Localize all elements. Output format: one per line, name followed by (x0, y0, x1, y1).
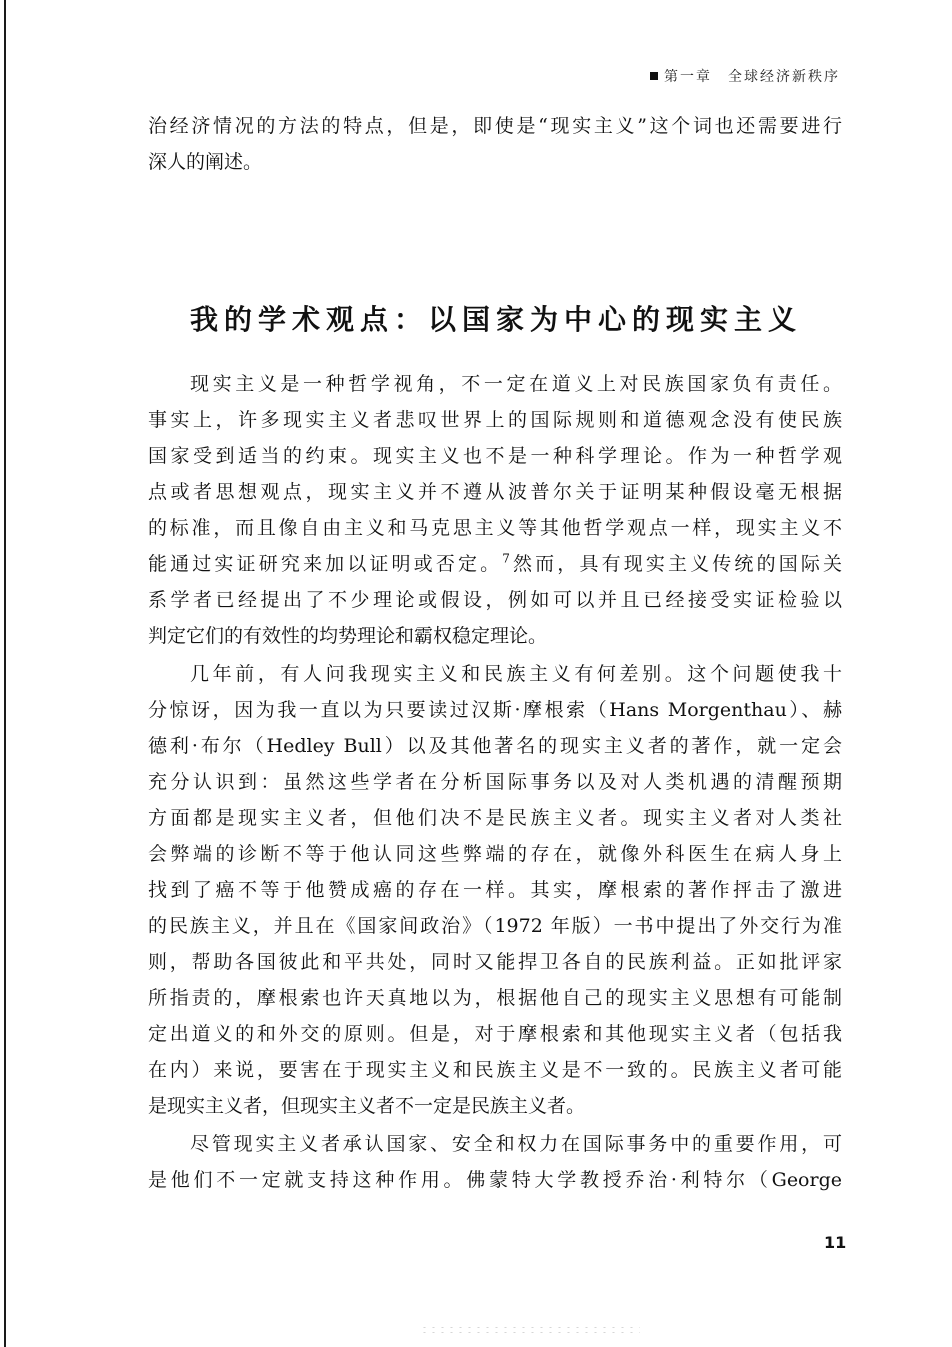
text-line: 现实主义是一种哲学视角，不一定在道义上对民族国家负有责任。 (190, 373, 842, 395)
text-line: 所指责的，摩根索也许天真地以为，根据他自己的现实主义思想有可能制 (148, 987, 842, 1009)
text-line: 尽管现实主义者承认国家、安全和权力在国际事务中的重要作用，可 (190, 1133, 842, 1155)
footnote-ref: 7 (502, 551, 510, 566)
text-line: 是现实主义者，但现实主义者不一定是民族主义者。 (148, 1095, 586, 1117)
header-title: 全球经济新秩序 (728, 69, 840, 85)
header-bullet-icon (650, 72, 658, 80)
text-line: 则，帮助各国彼此和平共处，同时又能捍卫各自的民族利益。正如批评家 (148, 951, 842, 973)
text-line: 是他们不一定就支持这种作用。佛蒙特大学教授乔治·利特尔（George (148, 1169, 842, 1191)
section-heading: 我的学术观点：以国家为中心的现实主义 (190, 303, 803, 336)
text-line: 治经济情况的方法的特点，但是，即使是“现实主义”这个词也还需要进行 (148, 115, 842, 137)
text-span: 能通过实证研究来加以证明或否定。 (148, 553, 503, 575)
text-line (148, 552, 842, 576)
text-line: 的标准，而且像自由主义和马克思主义等其他哲学观点一样，现实主义不 (148, 517, 842, 539)
text-line: 找到了癌不等于他赞成癌的存在一样。其实，摩根索的著作抨击了激进 (148, 879, 842, 901)
text-line: 会弊端的诊断不等于他认同这些弊端的存在，就像外科医生在病人身上 (148, 843, 842, 865)
text-line: 深人的阐述。 (148, 151, 263, 173)
text-line: 在内）来说，要害在于现实主义和民族主义是不一致的。民族主义者可能 (148, 1059, 842, 1081)
text-line: 判定它们的有效性的均势理论和霸权稳定理论。 (148, 625, 548, 647)
text-line: 系学者已经提出了不少理论或假设，例如可以并且已经接受实证检验以 (148, 589, 842, 611)
page-number: 11 (824, 1233, 847, 1252)
left-page-edge (4, 0, 6, 1347)
text-line: 充分认识到：虽然这些学者在分析国际事务以及对人类机遇的清醒预期 (148, 771, 842, 793)
text-line: 国家受到适当的约束。现实主义也不是一种科学理论。作为一种哲学观 (148, 445, 842, 467)
text-line: 方面都是现实主义者，但他们决不是民族主义者。现实主义者对人类社 (148, 807, 842, 829)
text-line: 的民族主义，并且在《国家间政治》（1972 年版）一书中提出了外交行为准 (148, 915, 842, 937)
running-header (650, 66, 840, 86)
text-line: 事实上，许多现实主义者悲叹世界上的国际规则和道德观念没有使民族 (148, 409, 842, 431)
text-line: 分惊讶，因为我一直以为只要读过汉斯·摩根索（Hans Morgenthau）、赫 (148, 699, 842, 721)
header-chapter: 第一章 (664, 69, 712, 85)
text-span: 然而，具有现实主义传统的国际关 (509, 553, 842, 575)
text-line: 几年前，有人问我现实主义和民族主义有何差别。这个问题使我十 (190, 663, 842, 685)
text-line: 定出道义的和外交的原则。但是，对于摩根索和其他现实主义者（包括我 (148, 1023, 842, 1045)
text-line: 德利·布尔（Hedley Bull）以及其他著名的现实主义者的著作，就一定会 (148, 735, 842, 757)
scan-noise (420, 1325, 640, 1333)
text-line: 点或者思想观点，现实主义并不遵从波普尔关于证明某种假设毫无根据 (148, 481, 842, 503)
